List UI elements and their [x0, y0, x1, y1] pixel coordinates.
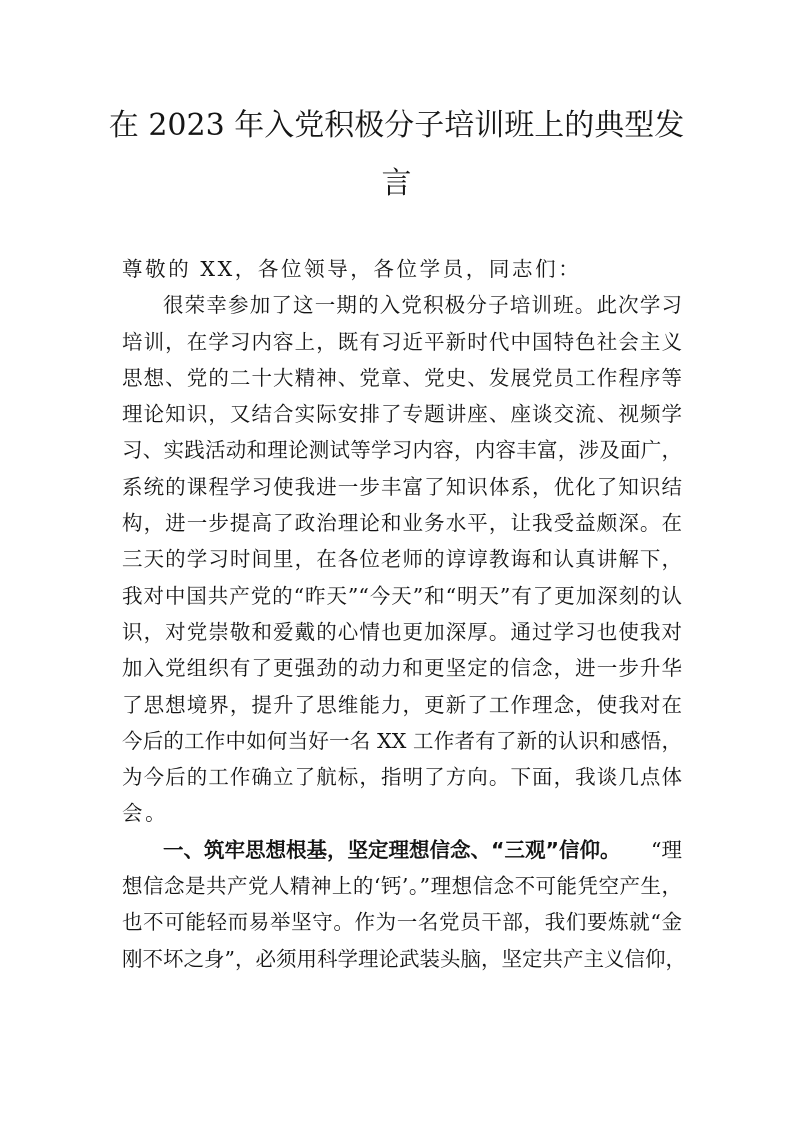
- document-title-line-1: 在 2023 年入党积极分子培训班上的典型发: [108, 108, 685, 143]
- paragraph-line: 刚不坏之身”，必须用科学理论武装头脑，坚定共产主义信仰，: [122, 946, 686, 971]
- paragraph-line: 很荣幸参加了这一期的入党积极分子培训班。此次学习: [163, 293, 682, 318]
- document-title-line-2: 言: [381, 166, 412, 201]
- paragraph-line: 今后的工作中如何当好一名 XX 工作者有了新的认识和感悟，: [122, 728, 682, 753]
- paragraph-line: 加入党组织有了更强劲的动力和更坚定的信念，进一步升华: [122, 656, 682, 681]
- paragraph-line: 我对中国共产党的“昨天”“今天”和“明天”有了更加深刻的认: [122, 583, 682, 608]
- section-heading-line: [122, 832, 682, 868]
- section-1-heading-tail: “理: [651, 837, 682, 862]
- paragraph-line: 三天的学习时间里，在各位老师的谆谆教诲和认真讲解下，: [122, 547, 682, 572]
- paragraph-line: 识，对党崇敬和爱戴的心情也更加深厚。通过学习也使我对: [122, 619, 682, 644]
- paragraph-line: 想信念是共产党人精神上的‘钙’。”理想信念不可能凭空产生，: [122, 874, 682, 899]
- paragraph-line: 也不可能轻而易举坚守。作为一名党员干部，我们要炼就“金: [122, 910, 682, 935]
- paragraph-line: 系统的课程学习使我进一步丰富了知识体系，优化了知识结: [122, 474, 682, 499]
- paragraph-line: 习、实践活动和理论测试等学习内容，内容丰富，涉及面广，: [122, 438, 682, 463]
- paragraph-line: 思想、党的二十大精神、党章、党史、发展党员工作程序等: [122, 365, 682, 390]
- paragraph-line: 为今后的工作确立了航标，指明了方向。下面，我谈几点体: [122, 765, 682, 790]
- section-1-heading: 一、筑牢思想根基，坚定理想信念、“三观”信仰。: [163, 837, 621, 862]
- paragraph-line: 构，进一步提高了政治理论和业务水平，让我受益颇深。在: [122, 511, 682, 536]
- paragraph-line: 理论知识，又结合实际安排了专题讲座、座谈交流、视频学: [122, 402, 682, 427]
- paragraph-line: 了思想境界，提升了思维能力，更新了工作理念，使我对在: [122, 692, 682, 717]
- salutation: 尊敬的 XX，各位领导，各位学员，同志们：: [122, 257, 582, 281]
- paragraph-line: 培训，在学习内容上，既有习近平新时代中国特色社会主义: [122, 329, 682, 354]
- paragraph-line: 会。: [122, 801, 169, 826]
- document-body: [122, 251, 686, 977]
